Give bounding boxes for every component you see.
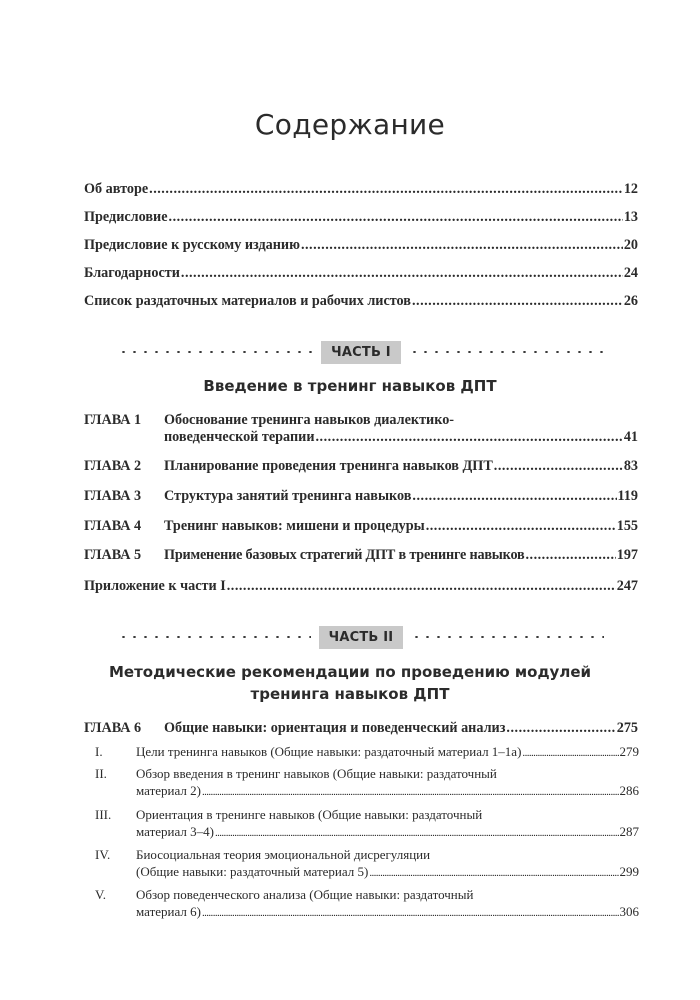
leader-dots bbox=[202, 905, 619, 918]
toc-page-number: 13 bbox=[623, 209, 638, 225]
dotted-rule bbox=[118, 636, 311, 638]
section-title-line1: Обзор введения в тренинг навыков (Общие навыки: раздаточный bbox=[136, 766, 497, 781]
dotted-rule bbox=[409, 351, 604, 353]
section-title-line2: материал 3–4) bbox=[136, 824, 214, 839]
chapter-1-entry-cont[interactable] bbox=[164, 429, 638, 446]
chapter-number: ГЛАВА 5 bbox=[84, 547, 142, 563]
section-numeral: III. bbox=[95, 807, 112, 822]
leader-dots bbox=[494, 459, 623, 473]
toc-entry-label: Предисловие к русскому изданию bbox=[84, 237, 300, 253]
toc-entry-handouts-list[interactable] bbox=[84, 293, 638, 310]
leader-dots bbox=[369, 865, 618, 878]
chapter-title-line2: поведенческой терапии bbox=[164, 429, 315, 445]
part-1-divider bbox=[118, 339, 604, 365]
leader-dots bbox=[522, 745, 618, 758]
leader-dots bbox=[169, 210, 623, 224]
toc-page-number: 41 bbox=[623, 429, 638, 445]
chapter-title: Применение базовых стратегий ДПТ в тренинге навыков bbox=[164, 547, 525, 563]
toc-page-number: 279 bbox=[619, 744, 639, 759]
chapter-6-entry[interactable] bbox=[84, 720, 638, 737]
leader-dots bbox=[426, 519, 616, 533]
toc-page-number: 197 bbox=[616, 547, 638, 563]
section-title-line1: Биосоциальная теория эмоциональной дисрегуляции bbox=[136, 847, 431, 862]
chapter-number: ГЛАВА 6 bbox=[84, 720, 142, 736]
section-numeral: V. bbox=[95, 887, 106, 902]
chapter-title-line1: Обоснование тренинга навыков диалектико- bbox=[164, 412, 455, 428]
chapter-number: ГЛАВА 1 bbox=[84, 412, 142, 428]
chapter-1-entry[interactable] bbox=[84, 412, 454, 429]
leader-dots bbox=[525, 548, 615, 562]
section-title: Цели тренинга навыков (Общие навыки: раздаточный материал 1–1а) bbox=[136, 744, 522, 759]
part-badge: ЧАСТЬ I bbox=[321, 341, 401, 364]
toc-page-number: 83 bbox=[623, 458, 638, 474]
dotted-rule bbox=[118, 351, 313, 353]
leader-dots bbox=[412, 489, 616, 503]
section-iv-entry[interactable] bbox=[95, 847, 639, 883]
leader-dots bbox=[215, 825, 619, 838]
toc-page-number: 306 bbox=[619, 904, 639, 919]
leader-dots bbox=[149, 182, 623, 196]
section-title-line2: материал 2) bbox=[136, 783, 201, 798]
leader-dots bbox=[412, 294, 623, 308]
toc-page-number: 299 bbox=[619, 864, 639, 879]
section-numeral: I. bbox=[95, 744, 103, 759]
part-2-divider bbox=[118, 624, 604, 650]
toc-entry-label: Об авторе bbox=[84, 181, 149, 197]
chapter-5-entry[interactable] bbox=[84, 547, 638, 564]
leader-dots bbox=[202, 784, 619, 797]
part-1-title: Введение в тренинг навыков ДПТ bbox=[203, 377, 497, 395]
chapter-title: Структура занятий тренинга навыков bbox=[164, 488, 412, 504]
toc-page-number: 247 bbox=[616, 578, 638, 594]
toc-entry-preface[interactable] bbox=[84, 209, 638, 226]
leader-dots bbox=[301, 238, 623, 252]
part-2-title-line2: тренинга навыков ДПТ bbox=[250, 685, 450, 703]
section-i-entry[interactable] bbox=[95, 744, 639, 762]
toc-page-number: 286 bbox=[619, 783, 639, 798]
toc-page-number: 275 bbox=[616, 720, 638, 736]
toc-page-number: 12 bbox=[623, 181, 638, 197]
part-1-appendix-entry[interactable] bbox=[84, 578, 638, 595]
leader-dots bbox=[181, 266, 623, 280]
part-2-title-line1: Методические рекомендации по проведению модулей bbox=[108, 663, 592, 681]
toc-entry-label: Приложение к части I bbox=[84, 578, 226, 594]
section-title-line1: Обзор поведенческого анализа (Общие навыки: раздаточный bbox=[136, 887, 474, 902]
chapter-title: Общие навыки: ориентация и поведенческий анализ bbox=[164, 720, 506, 736]
section-title-line1: Ориентация в тренинге навыков (Общие навыки: раздаточный bbox=[136, 807, 483, 822]
section-iii-entry[interactable] bbox=[95, 807, 639, 843]
page-title: Содержание bbox=[254, 108, 446, 141]
part-badge: ЧАСТЬ II bbox=[319, 626, 404, 649]
section-ii-entry[interactable] bbox=[95, 766, 639, 802]
chapter-title: Тренинг навыков: мишени и процедуры bbox=[164, 518, 425, 534]
chapter-number: ГЛАВА 4 bbox=[84, 518, 142, 534]
chapter-number: ГЛАВА 3 bbox=[84, 488, 142, 504]
leader-dots bbox=[506, 721, 615, 735]
toc-page-number: 155 bbox=[616, 518, 638, 534]
toc-page-number: 287 bbox=[619, 824, 639, 839]
leader-dots bbox=[316, 430, 623, 444]
section-title-line2: (Общие навыки: раздаточный материал 5) bbox=[136, 864, 369, 879]
leader-dots bbox=[227, 579, 616, 593]
section-v-entry[interactable] bbox=[95, 887, 639, 923]
toc-page-number: 119 bbox=[617, 488, 638, 504]
dotted-rule bbox=[411, 636, 604, 638]
section-numeral: IV. bbox=[95, 847, 111, 862]
toc-page-number: 26 bbox=[623, 293, 638, 309]
chapter-4-entry[interactable] bbox=[84, 518, 638, 535]
chapter-number: ГЛАВА 2 bbox=[84, 458, 142, 474]
toc-page-number: 24 bbox=[623, 265, 638, 281]
toc-entry-label: Предисловие bbox=[84, 209, 168, 225]
chapter-title: Планирование проведения тренинга навыков ДПТ bbox=[164, 458, 493, 474]
section-title-line2: материал 6) bbox=[136, 904, 201, 919]
chapter-3-entry[interactable] bbox=[84, 488, 638, 505]
toc-entry-label: Список раздаточных материалов и рабочих листов bbox=[84, 293, 411, 309]
chapter-2-entry[interactable] bbox=[84, 458, 638, 475]
section-numeral: II. bbox=[95, 766, 107, 781]
toc-entry-label: Благодарности bbox=[84, 265, 180, 281]
toc-entry-acknowledgements[interactable] bbox=[84, 265, 638, 282]
toc-entry-russian-preface[interactable] bbox=[84, 237, 638, 254]
toc-entry-about-author[interactable] bbox=[84, 181, 638, 198]
toc-page-number: 20 bbox=[623, 237, 638, 253]
